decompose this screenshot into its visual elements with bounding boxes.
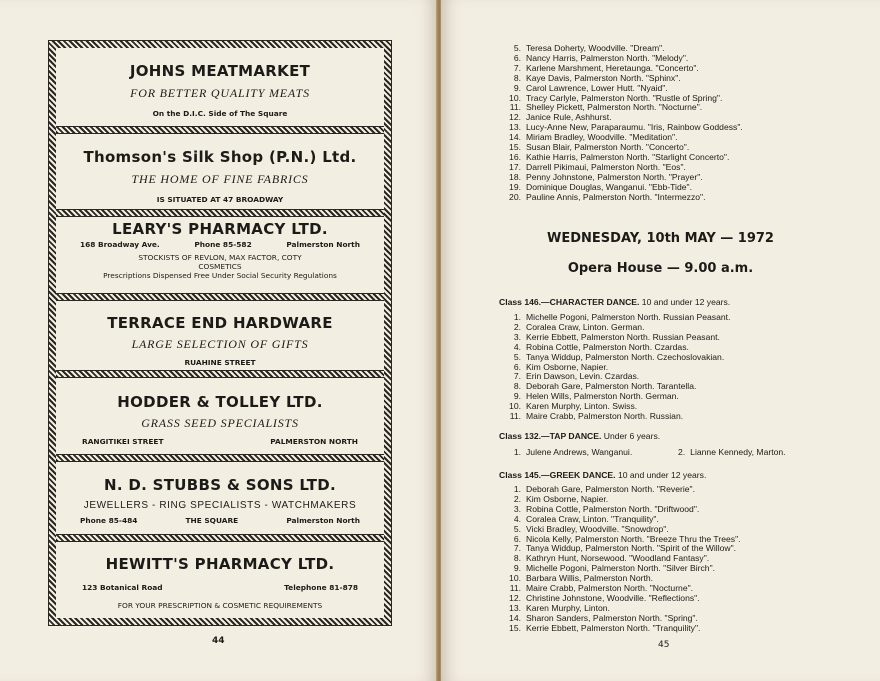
entry-number: 7. <box>513 543 521 554</box>
entry-number: 15. <box>509 622 521 633</box>
ad-terrace-end-hardware <box>56 314 384 367</box>
entry-text: Robina Cottle, Palmerston North. Czardas. <box>526 341 689 352</box>
entry-number: 11. <box>509 102 521 113</box>
entry-number: 10. <box>509 92 521 103</box>
class-age: 10 and under 12 years. <box>617 470 707 480</box>
entry-text: Helen Wills, Palmerston North. German. <box>526 391 679 402</box>
entry-number: 8. <box>513 553 521 564</box>
ad-tagline: FOR BETTER QUALITY MEATS <box>130 86 310 100</box>
list-item <box>499 412 730 422</box>
ad-learys-pharmacy <box>56 220 384 280</box>
entry-number: 17. <box>509 161 521 172</box>
ad-divider <box>56 209 384 217</box>
entry-text: Carol Lawrence, Lower Hutt. "Nyaid". <box>526 82 668 93</box>
entry-text: Nicola Kelly, Palmerston North. "Breeze Thru the Trees". <box>526 533 741 544</box>
entry-text: Darrell Pikimaui, Palmerston North. "Eos". <box>526 161 686 172</box>
entry-number: 6. <box>513 533 521 544</box>
ad-title: HEWITT'S PHARMACY LTD. <box>105 555 335 573</box>
entry-number: 14. <box>509 612 521 623</box>
ad-street: RANGITIKEI STREET <box>82 437 164 446</box>
entry-number: 5. <box>513 43 521 53</box>
ad-hodder-tolley <box>56 393 384 446</box>
entry-text: Shelley Pickett, Palmerston North. "Nocturne". <box>526 102 703 113</box>
entry-text: Nancy Harris, Palmerston North. "Melody". <box>526 52 689 63</box>
ad-title: N. D. STUBBS & SONS LTD. <box>103 476 337 494</box>
class-145-heading <box>499 470 706 480</box>
entry-number: 8. <box>513 72 521 83</box>
ad-divider <box>56 126 384 134</box>
entry-text: Vicki Bradley, Woodville. "Snowdrop". <box>526 523 669 534</box>
entry-number: 1. <box>513 484 521 494</box>
class-132-heading <box>499 431 660 441</box>
entry-number: 13. <box>509 122 521 133</box>
entry-text: Kim Osborne, Napier. <box>526 493 609 504</box>
entry-number: 12. <box>509 112 521 123</box>
entry-number: 2. <box>678 447 686 457</box>
class-132-entries <box>499 448 786 458</box>
ad-prescriptions: Prescriptions Dispensed Free Under Social Security Regulations <box>103 271 337 280</box>
ad-address: 168 Broadway Ave. <box>80 240 160 249</box>
entry-text: Michelle Pogoni, Palmerston North. Russian Peasant. <box>526 312 731 322</box>
entry-number: 8. <box>513 381 521 392</box>
entry-text: Kerrie Ebbett, Palmerston North. Russian Peasant. <box>526 331 720 342</box>
venue-heading: Opera House — 9.00 a.m. <box>567 261 754 276</box>
ad-city: PALMERSTON NORTH <box>270 437 358 446</box>
entry-number: 9. <box>513 82 521 93</box>
class-age: Under 6 years. <box>603 431 661 441</box>
entry-text: Maire Crabb, Palmerston North. "Nocturne". <box>526 583 694 594</box>
left-page <box>0 0 437 681</box>
entry-number: 7. <box>513 371 521 382</box>
entry-text: Barbara Willis, Palmerston North. <box>526 573 654 584</box>
entry-text: Kaye Davis, Palmerston North. "Sphinx". <box>526 72 681 83</box>
entry-number: 12. <box>509 592 521 603</box>
ad-hewitts-pharmacy <box>56 555 384 610</box>
ad-divider <box>56 293 384 301</box>
entry-number: 1. <box>513 447 521 457</box>
entry-text: Susan Blair, Palmerston North. "Concerto". <box>526 142 690 153</box>
ad-thomsons-silk-shop <box>56 148 384 204</box>
class-title: Class 146.—CHARACTER DANCE. <box>499 297 640 307</box>
ad-address: THE SQUARE <box>185 516 239 525</box>
entry-number: 18. <box>509 171 521 182</box>
entry-number: 10. <box>509 573 521 584</box>
ad-title: TERRACE END HARDWARE <box>107 314 333 332</box>
page-number: 45 <box>658 640 670 650</box>
ad-location: IS SITUATED AT 47 BROADWAY <box>156 195 284 204</box>
entry-text: Michelle Pogoni, Palmerston North. "Silver Birch". <box>526 563 716 574</box>
entry-text: Christine Johnstone, Woodville. "Reflections". <box>526 592 700 603</box>
ad-location: RUAHINE STREET <box>184 358 256 367</box>
ad-divider <box>56 370 384 378</box>
entry-text: Penny Johnstone, Palmerston North. "Prayer". <box>526 171 703 182</box>
entry-text: Karen Murphy, Linton. Swiss. <box>526 401 638 412</box>
ad-city: Palmerston North <box>286 516 360 525</box>
ad-johns-meatmarket <box>56 62 384 118</box>
entry-text: Coralea Craw, Linton. German. <box>526 321 645 332</box>
entry-text: Kerrie Ebbett, Palmerston North. "Tranquility". <box>526 622 701 633</box>
entry-number: 10. <box>509 401 521 412</box>
class-title: Class 132.—TAP DANCE. <box>499 431 602 441</box>
entry-text: Maire Crabb, Palmerston North. Russian. <box>526 411 684 422</box>
ad-nd-stubbs <box>56 476 384 525</box>
ad-title: LEARY'S PHARMACY LTD. <box>112 220 328 238</box>
entry-number: 4. <box>513 513 521 524</box>
entry-text: Deborah Gare, Palmerston North. Tarantella. <box>526 381 697 392</box>
ad-location: On the D.I.C. Side of The Square <box>152 109 288 118</box>
entry-text: Robina Cottle, Palmerston North. "Driftwood". <box>526 503 700 514</box>
ad-requirements: FOR YOUR PRESCRIPTION & COSMETIC REQUIREMENTS <box>117 601 323 610</box>
entry-number: 6. <box>513 361 521 372</box>
entry-number: 9. <box>513 391 521 402</box>
entry-text: Lucy-Anne New, Paraparaumu. "Iris, Rainbow Goddess". <box>526 122 743 133</box>
entry-number: 2. <box>513 321 521 332</box>
class-146-entries <box>499 313 730 422</box>
entry-text: Teresa Doherty, Woodville. "Dream". <box>526 43 665 53</box>
entry-number: 5. <box>513 351 521 362</box>
entry-text: Lianne Kennedy, Marton. <box>690 447 786 457</box>
ad-tagline: GRASS SEED SPECIALISTS <box>141 416 299 430</box>
ad-phone: Phone 85-484 <box>80 516 138 525</box>
entry-number: 16. <box>509 151 521 162</box>
page-number: 44 <box>212 636 225 646</box>
ad-address: 123 Botanical Road <box>82 583 163 592</box>
class-145-entries <box>499 485 741 634</box>
class-146-heading <box>499 297 730 307</box>
ad-tagline: THE HOME OF FINE FABRICS <box>131 172 309 186</box>
ad-title: HODDER & TOLLEY LTD. <box>117 393 323 411</box>
class-age: 10 and under 12 years. <box>641 297 731 307</box>
entry-number: 11. <box>509 583 521 594</box>
list-item <box>499 193 743 203</box>
entry-text: Dominique Douglas, Wanganui. "Ebb-Tide". <box>526 181 692 192</box>
ad-divider <box>56 534 384 542</box>
entry-text: Pauline Annis, Palmerston North. "Intermezzo". <box>526 191 706 202</box>
ad-phone: Telephone 81-878 <box>284 583 358 592</box>
entry-text: Karen Murphy, Linton. <box>526 602 610 613</box>
continued-entry-list <box>499 44 743 203</box>
entry-number: 15. <box>509 142 521 153</box>
entry-number: 1. <box>513 312 521 322</box>
ad-phone: Phone 85-582 <box>194 240 252 249</box>
entry-number: 5. <box>513 523 521 534</box>
entry-number: 14. <box>509 132 521 143</box>
entry-text: Sharon Sanders, Palmerston North. "Spring". <box>526 612 698 623</box>
ad-tagline: JEWELLERS - RING SPECIALISTS - WATCHMAKERS <box>83 500 357 511</box>
ad-tagline: LARGE SELECTION OF GIFTS <box>131 337 309 351</box>
entry-number: 3. <box>513 331 521 342</box>
entry-number: 20. <box>509 191 521 202</box>
entry-text: Kim Osborne, Napier. <box>526 361 609 372</box>
entry-text: Kathryn Hunt, Norsewood. "Woodland Fantasy". <box>526 553 710 564</box>
list-item <box>499 624 741 634</box>
entry-number: 13. <box>509 602 521 613</box>
entry-text: Tracy Carlyle, Palmerston North. "Rustle of Spring". <box>526 92 723 103</box>
entry-number: 19. <box>509 181 521 192</box>
entry-text: Deborah Gare, Palmerston North. "Reverie". <box>526 484 695 494</box>
entry-text: Tanya Widdup, Palmerston North. Czechoslovakian. <box>526 351 725 362</box>
ad-divider <box>56 454 384 462</box>
entry-number: 2. <box>513 493 521 504</box>
ad-city: Palmerston North <box>286 240 360 249</box>
entry-number: 7. <box>513 62 521 73</box>
entry-text: Coralea Craw, Linton. "Tranquility". <box>526 513 659 524</box>
entry-number: 6. <box>513 52 521 63</box>
entry-number: 9. <box>513 563 521 574</box>
ad-title: Thomson's Silk Shop (P.N.) Ltd. <box>83 148 357 166</box>
entry-number: 11. <box>509 411 521 422</box>
entry-text: Erin Dawson, Levin. Czardas. <box>526 371 640 382</box>
class-title: Class 145.—GREEK DANCE. <box>499 470 616 480</box>
entry-text: Miriam Bradley, Woodville. "Meditation". <box>526 132 678 143</box>
entry-text: Tanya Widdup, Palmerston North. "Spirit of the Willow". <box>526 543 737 554</box>
entry-text: Kathie Harris, Palmerston North. "Starlight Concerto". <box>526 151 730 162</box>
ad-stockists: STOCKISTS OF REVLON, MAX FACTOR, COTY <box>138 253 302 262</box>
ad-title: JOHNS MEATMARKET <box>129 62 311 80</box>
entry-number: 4. <box>513 341 521 352</box>
entry-text: Julene Andrews, Wanganui. <box>526 447 633 457</box>
entry-number: 3. <box>513 503 521 514</box>
advertisement-frame <box>48 40 392 626</box>
entry-text: Janice Rule, Ashhurst. <box>526 112 612 123</box>
day-heading: WEDNESDAY, 10th MAY — 1972 <box>547 231 774 246</box>
ad-stockists-line2: COSMETICS <box>198 262 242 271</box>
entry-text: Karlene Marshment, Heretaunga. "Concerto". <box>526 62 699 73</box>
